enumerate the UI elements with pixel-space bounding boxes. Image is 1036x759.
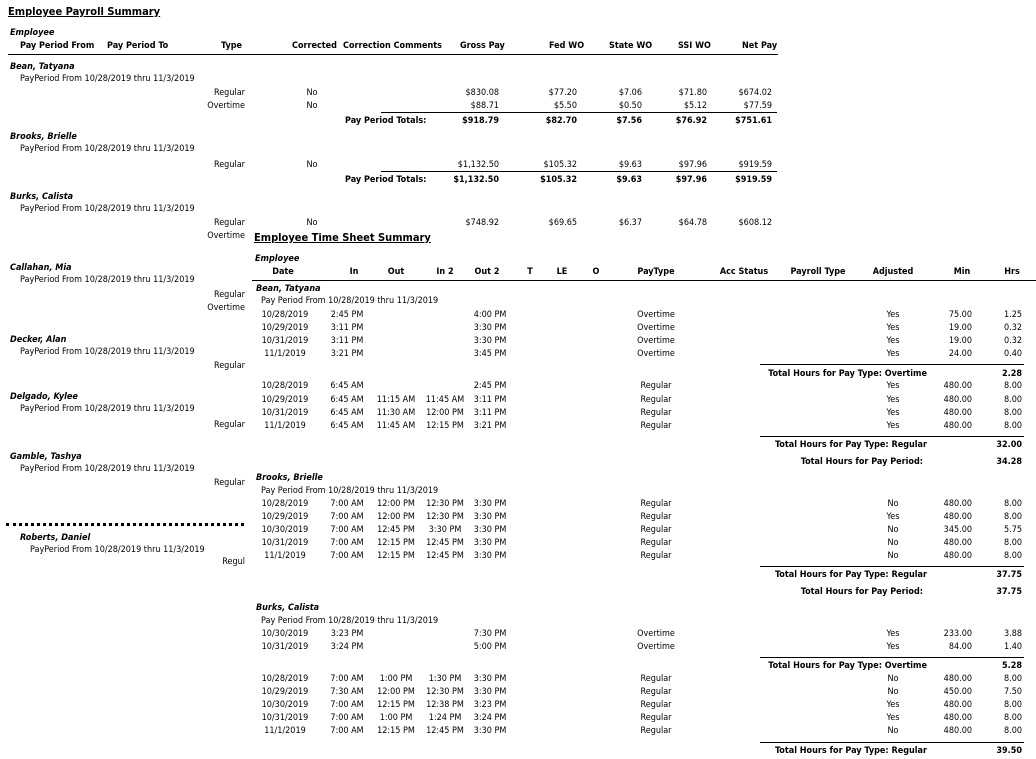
timesheet-header-adjusted: Adjusted [872,267,914,277]
timesheet-cell-out2: 3:30 PM [473,687,507,697]
timesheet-cell-out: 1:00 PM [379,713,413,723]
timesheet-cell-out: 11:30 AM [376,408,416,418]
timesheet-subtotal-rule [760,566,1024,567]
payroll-total-gross: $918.79 [462,116,499,126]
payroll-totals-label: Pay Period Totals: [345,116,427,126]
timesheet-cell-paytype: Regular [640,512,672,522]
timesheet-cell-in2: 12:45 PM [426,551,464,561]
timesheet-cell-min: 233.00 [943,629,972,639]
timesheet-cell-date: 10/31/2019 [261,408,309,418]
payroll-row-type: Regular [213,160,245,170]
timesheet-subtotal-value: 39.50 [996,746,1022,756]
timesheet-cell-in: 7:00 AM [330,726,364,736]
payroll-row-state: $9.63 [618,160,642,170]
timesheet-header-o: O [592,267,600,277]
payroll-total-gross: $1,132.50 [453,175,499,185]
payroll-row-net: $919.59 [738,160,772,170]
payroll-header-gross-pay: Gross Pay [460,41,505,51]
timesheet-cell-min: 480.00 [943,421,972,431]
timesheet-cell-adjusted: No [887,538,899,548]
timesheet-cell-adjusted: No [887,525,899,535]
timesheet-header-in: In [349,267,359,277]
timesheet-cell-in: 6:45 AM [330,421,364,431]
timesheet-cell-out: 11:15 AM [376,395,416,405]
payroll-row-net: $674.02 [738,88,772,98]
timesheet-cell-adjusted: No [887,674,899,684]
timesheet-cell-hrs: 8.00 [1003,551,1022,561]
timesheet-cell-date: 10/28/2019 [261,310,309,320]
payroll-row-type: Overtime [207,231,245,241]
timesheet-cell-in: 3:11 PM [330,336,364,346]
payroll-header-corrected: Corrected [292,41,337,51]
timesheet-cell-min: 19.00 [948,336,972,346]
timesheet-cell-adjusted: Yes [886,336,900,346]
payroll-row-ssi: $71.80 [678,88,707,98]
timesheet-cell-in2: 12:45 PM [426,538,464,548]
timesheet-cell-date: 11/1/2019 [264,551,306,561]
payroll-employee-name: Callahan, Mia [10,263,72,273]
timesheet-period-total-label: Total Hours for Pay Period: [800,587,923,597]
timesheet-header-t: T [527,267,533,277]
timesheet-header-date: Date [272,267,294,277]
timesheet-cell-hrs: 8.00 [1003,713,1022,723]
timesheet-cell-min: 480.00 [943,674,972,684]
payroll-header-ssi-wo: SSI WO [678,41,711,51]
payroll-employee-name: Roberts, Daniel [20,533,91,543]
timesheet-cell-date: 10/29/2019 [261,687,309,697]
payroll-row-state: $7.06 [618,88,642,98]
timesheet-cell-adjusted: Yes [886,700,900,710]
timesheet-cell-paytype: Regular [640,713,672,723]
timesheet-cell-in: 3:11 PM [330,323,364,333]
timesheet-cell-in2: 1:24 PM [428,713,462,723]
payroll-header-pay-period-from: Pay Period From [20,41,95,51]
payroll-row-state: $6.37 [618,218,642,228]
timesheet-header-out2: Out 2 [474,267,500,277]
timesheet-header-payroll-type: Payroll Type [790,267,846,277]
timesheet-cell-min: 24.00 [948,349,972,359]
timesheet-cell-date: 10/30/2019 [261,525,309,535]
timesheet-cell-hrs: 1.25 [1003,310,1022,320]
payroll-totals-label: Pay Period Totals: [345,175,427,185]
timesheet-subtotal-rule [760,436,1024,437]
payroll-row-ssi: $5.12 [683,101,707,111]
timesheet-header-acc-status: Acc Status [719,267,769,277]
payroll-total-ssi: $97.96 [675,175,707,185]
timesheet-cell-in: 6:45 AM [330,395,364,405]
timesheet-cell-paytype: Regular [640,674,672,684]
timesheet-cell-adjusted: No [887,499,899,509]
timesheet-cell-out2: 7:30 PM [473,629,507,639]
timesheet-cell-paytype: Overtime [637,310,675,320]
payroll-employee-name: Gamble, Tashya [10,452,82,462]
timesheet-cell-in: 7:00 AM [330,538,364,548]
timesheet-subtotal-value: 37.75 [996,570,1022,580]
timesheet-cell-hrs: 7.50 [1003,687,1022,697]
payroll-row-fed: $69.65 [548,218,577,228]
timesheet-cell-paytype: Overtime [637,629,675,639]
timesheet-cell-hrs: 8.00 [1003,674,1022,684]
timesheet-cell-date: 10/30/2019 [261,629,309,639]
timesheet-cell-adjusted: No [887,687,899,697]
timesheet-subtotal-label: Total Hours for Pay Type: Overtime [768,661,927,671]
timesheet-cell-date: 10/29/2019 [261,323,309,333]
payroll-employee-name: Delgado, Kylee [10,392,78,402]
timesheet-cell-paytype: Regular [640,395,672,405]
timesheet-cell-date: 10/31/2019 [261,642,309,652]
timesheet-cell-adjusted: Yes [886,395,900,405]
timesheet-employee-name: Brooks, Brielle [256,473,323,483]
timesheet-cell-min: 345.00 [943,525,972,535]
timesheet-subtotal-value: 2.28 [1002,369,1022,379]
payroll-employee-name: Bean, Tatyana [10,62,75,72]
timesheet-cell-out: 12:15 PM [377,726,415,736]
timesheet-subtotal-label: Total Hours for Pay Type: Regular [774,746,927,756]
timesheet-subtotal-rule [760,742,1024,743]
timesheet-cell-out: 12:45 PM [377,525,415,535]
timesheet-cell-hrs: 8.00 [1003,395,1022,405]
payroll-totals-rule [381,171,777,172]
payroll-total-net: $751.61 [735,116,772,126]
payroll-period-label: PayPeriod From 10/28/2019 thru 11/3/2019 [20,404,195,414]
timesheet-cell-min: 480.00 [943,408,972,418]
timesheet-cell-adjusted: Yes [886,408,900,418]
timesheet-cell-out: 12:15 PM [377,538,415,548]
timesheet-employee-name: Bean, Tatyana [256,284,321,294]
payroll-row-gross: $1,132.50 [457,160,499,170]
timesheet-cell-paytype: Overtime [637,336,675,346]
timesheet-cell-out: 1:00 PM [379,674,413,684]
timesheet-cell-out2: 2:45 PM [473,381,507,391]
payroll-employee-name: Decker, Alan [10,335,67,345]
timesheet-cell-date: 10/31/2019 [261,336,309,346]
timesheet-period-label: Pay Period From 10/28/2019 thru 11/3/2019 [261,616,439,626]
payroll-header-rule [8,54,778,55]
timesheet-cell-out2: 3:11 PM [473,395,507,405]
timesheet-cell-paytype: Regular [640,421,672,431]
timesheet-cell-out2: 3:11 PM [473,408,507,418]
payroll-period-label: PayPeriod From 10/28/2019 thru 11/3/2019 [20,347,195,357]
payroll-employee-name: Brooks, Brielle [10,132,77,142]
timesheet-cell-hrs: 1.40 [1003,642,1022,652]
timesheet-cell-hrs: 8.00 [1003,421,1022,431]
timesheet-cell-min: 84.00 [948,642,972,652]
timesheet-cell-out2: 5:00 PM [473,642,507,652]
timesheet-cell-out2: 3:30 PM [473,551,507,561]
payroll-header-pay-period-to: Pay Period To [107,41,169,51]
timesheet-cell-in: 3:21 PM [330,349,364,359]
timesheet-cell-out2: 3:30 PM [473,499,507,509]
payroll-period-label: PayPeriod From 10/28/2019 thru 11/3/2019 [20,204,195,214]
timesheet-cell-adjusted: Yes [886,629,900,639]
payroll-row-type: Regular [213,218,245,228]
payroll-row-type: Regular [213,88,245,98]
timesheet-cell-adjusted: Yes [886,421,900,431]
timesheet-cell-adjusted: Yes [886,349,900,359]
timesheet-cell-adjusted: No [887,551,899,561]
payroll-row-net: $608.12 [738,218,772,228]
payroll-title: Employee Payroll Summary [8,5,161,18]
timesheet-cell-in: 7:00 AM [330,525,364,535]
payroll-total-fed: $82.70 [545,116,577,126]
timesheet-cell-date: 10/28/2019 [261,381,309,391]
timesheet-cell-min: 480.00 [943,538,972,548]
timesheet-cell-date: 11/1/2019 [264,421,306,431]
timesheet-subtotal-label: Total Hours for Pay Type: Regular [774,440,927,450]
payroll-row-corrected: No [306,101,318,111]
timesheet-subtotal-value: 5.28 [1002,661,1022,671]
timesheet-cell-out2: 4:00 PM [473,310,507,320]
timesheet-cell-adjusted: Yes [886,713,900,723]
timesheet-cell-date: 11/1/2019 [264,726,306,736]
payroll-row-ssi: $97.96 [678,160,707,170]
timesheet-cell-out: 12:15 PM [377,551,415,561]
timesheet-subtotal-rule [760,364,1024,365]
timesheet-cell-adjusted: No [887,726,899,736]
timesheet-cell-out2: 3:24 PM [473,713,507,723]
timesheet-cell-min: 480.00 [943,726,972,736]
timesheet-cell-paytype: Regular [640,381,672,391]
timesheet-cell-in: 7:00 AM [330,512,364,522]
payroll-row-fed: $77.20 [548,88,577,98]
timesheet-cell-min: 480.00 [943,713,972,723]
timesheet-cell-adjusted: Yes [886,323,900,333]
timesheet-cell-paytype: Regular [640,499,672,509]
timesheet-cell-min: 480.00 [943,512,972,522]
timesheet-cell-date: 10/31/2019 [261,538,309,548]
timesheet-cell-in: 7:00 AM [330,674,364,684]
timesheet-cell-hrs: 8.00 [1003,700,1022,710]
timesheet-cell-paytype: Overtime [637,323,675,333]
timesheet-cell-out2: 3:30 PM [473,336,507,346]
timesheet-cell-date: 10/29/2019 [261,395,309,405]
timesheet-cell-paytype: Regular [640,687,672,697]
timesheet-header-out: Out [387,267,405,277]
timesheet-cell-hrs: 8.00 [1003,726,1022,736]
payroll-header-state-wo: State WO [609,41,653,51]
timesheet-cell-paytype: Regular [640,538,672,548]
timesheet-cell-in: 7:00 AM [330,499,364,509]
timesheet-cell-hrs: 8.00 [1003,538,1022,548]
timesheet-subtotal-value: 32.00 [996,440,1022,450]
timesheet-cell-date: 10/29/2019 [261,512,309,522]
payroll-header-employee: Employee [10,28,55,38]
timesheet-cell-out2: 3:30 PM [473,726,507,736]
payroll-period-label: PayPeriod From 10/28/2019 thru 11/3/2019 [20,464,195,474]
timesheet-cell-in2: 12:38 PM [426,700,464,710]
timesheet-cell-in: 6:45 AM [330,408,364,418]
timesheet-cell-in: 7:00 AM [330,713,364,723]
timesheet-cell-in2: 12:30 PM [426,687,464,697]
payroll-total-ssi: $76.92 [675,116,707,126]
timesheet-subtotal-label: Total Hours for Pay Type: Regular [774,570,927,580]
timesheet-cell-in2: 3:30 PM [428,525,462,535]
timesheet-cell-in: 7:30 AM [330,687,364,697]
payroll-row-gross: $830.08 [465,88,499,98]
timesheet-cell-hrs: 3.88 [1003,629,1022,639]
payroll-total-net: $919.59 [735,175,772,185]
timesheet-cell-in2: 11:45 AM [425,395,465,405]
payroll-row-fed: $5.50 [553,101,577,111]
timesheet-cell-min: 19.00 [948,323,972,333]
payroll-row-corrected: No [306,88,318,98]
timesheet-cell-out2: 3:30 PM [473,538,507,548]
timesheet-cell-out: 12:00 PM [377,499,415,509]
payroll-header-fed-wo: Fed WO [549,41,585,51]
timesheet-header-employee: Employee [255,254,300,264]
timesheet-cell-in: 3:23 PM [330,629,364,639]
payroll-row-type: Regular [213,478,245,488]
timesheet-header-hrs: Hrs [1004,267,1020,277]
timesheet-subtotal-rule [760,657,1024,658]
timesheet-cell-out2: 3:30 PM [473,674,507,684]
timesheet-cell-paytype: Overtime [637,642,675,652]
timesheet-cell-out2: 3:23 PM [473,700,507,710]
timesheet-cell-in2: 12:45 PM [426,726,464,736]
payroll-total-state: $9.63 [616,175,642,185]
timesheet-period-total-value: 37.75 [996,587,1022,597]
payroll-totals-rule [381,112,777,113]
payroll-period-label: PayPeriod From 10/28/2019 thru 11/3/2019 [30,545,205,555]
timesheet-period-label: Pay Period From 10/28/2019 thru 11/3/2019 [261,296,439,306]
timesheet-header-rule [252,280,1036,281]
timesheet-header-min: Min [953,267,971,277]
payroll-row-type: Regular [213,420,245,430]
timesheet-cell-paytype: Regular [640,726,672,736]
timesheet-cell-hrs: 0.32 [1003,336,1022,346]
timesheet-cell-out: 12:15 PM [377,700,415,710]
payroll-row-state: $0.50 [618,101,642,111]
timesheet-cell-paytype: Regular [640,700,672,710]
timesheet-subtotal-label: Total Hours for Pay Type: Overtime [768,369,927,379]
payroll-header-net-pay: Net Pay [742,41,778,51]
timesheet-period-total-value: 34.28 [996,457,1022,467]
payroll-employee-name: Burks, Calista [10,192,74,202]
payroll-header-type: Type [221,41,243,51]
timesheet-cell-hrs: 8.00 [1003,381,1022,391]
timesheet-cell-date: 10/28/2019 [261,499,309,509]
timesheet-header-le: LE [556,267,568,277]
timesheet-cell-min: 450.00 [943,687,972,697]
timesheet-cell-hrs: 0.32 [1003,323,1022,333]
timesheet-cell-min: 480.00 [943,395,972,405]
payroll-period-label: PayPeriod From 10/28/2019 thru 11/3/2019 [20,275,195,285]
payroll-row-gross: $88.71 [470,101,499,111]
payroll-row-gross: $748.92 [465,218,499,228]
timesheet-cell-out2: 3:30 PM [473,323,507,333]
payroll-row-corrected: No [306,160,318,170]
timesheet-cell-in: 6:45 AM [330,381,364,391]
timesheet-cell-paytype: Overtime [637,349,675,359]
timesheet-cell-min: 480.00 [943,381,972,391]
timesheet-cell-adjusted: Yes [886,310,900,320]
timesheet-cell-min: 480.00 [943,499,972,509]
timesheet-cell-hrs: 8.00 [1003,512,1022,522]
timesheet-period-label: Pay Period From 10/28/2019 thru 11/3/2019 [261,486,439,496]
timesheet-employee-name: Burks, Calista [256,603,320,613]
timesheet-title: Employee Time Sheet Summary [254,231,431,244]
timesheet-cell-in2: 12:30 PM [426,499,464,509]
timesheet-cell-adjusted: Yes [886,381,900,391]
payroll-total-fed: $105.32 [540,175,577,185]
timesheet-cell-hrs: 0.40 [1003,349,1022,359]
timesheet-cell-min: 75.00 [948,310,972,320]
timesheet-cell-date: 10/28/2019 [261,674,309,684]
timesheet-cell-out: 11:45 AM [376,421,416,431]
timesheet-cell-date: 10/30/2019 [261,700,309,710]
payroll-header-correction-comments: Correction Comments [343,41,442,51]
payroll-row-type: Overtime [207,101,245,111]
payroll-row-type: Regular [213,361,245,371]
timesheet-cell-out2: 3:30 PM [473,512,507,522]
timesheet-period-total-label: Total Hours for Pay Period: [800,457,923,467]
timesheet-cell-adjusted: Yes [886,642,900,652]
payroll-row-net: $77.59 [743,101,772,111]
page-break-dotted-line [6,523,244,526]
timesheet-cell-in: 7:00 AM [330,551,364,561]
timesheet-cell-hrs: 8.00 [1003,408,1022,418]
timesheet-cell-date: 11/1/2019 [264,349,306,359]
timesheet-header-in2: In 2 [436,267,454,277]
timesheet-cell-in: 7:00 AM [330,700,364,710]
payroll-period-label: PayPeriod From 10/28/2019 thru 11/3/2019 [20,144,195,154]
timesheet-cell-out2: 3:21 PM [473,421,507,431]
timesheet-cell-in2: 12:00 PM [426,408,464,418]
payroll-row-type: Overtime [207,303,245,313]
payroll-period-label: PayPeriod From 10/28/2019 thru 11/3/2019 [20,74,195,84]
timesheet-cell-in: 3:24 PM [330,642,364,652]
timesheet-cell-paytype: Regular [640,551,672,561]
timesheet-cell-paytype: Regular [640,408,672,418]
timesheet-cell-min: 480.00 [943,700,972,710]
timesheet-header-paytype: PayType [637,267,675,277]
timesheet-cell-out2: 3:45 PM [473,349,507,359]
payroll-row-type: Regular [213,290,245,300]
timesheet-cell-date: 10/31/2019 [261,713,309,723]
timesheet-cell-in2: 12:15 PM [426,421,464,431]
timesheet-cell-out: 12:00 PM [377,512,415,522]
timesheet-cell-in: 2:45 PM [330,310,364,320]
timesheet-cell-hrs: 5.75 [1003,525,1022,535]
payroll-row-fed: $105.32 [543,160,577,170]
timesheet-cell-adjusted: Yes [886,512,900,522]
payroll-row-ssi: $64.78 [678,218,707,228]
payroll-row-corrected: No [306,218,318,228]
timesheet-cell-in2: 1:30 PM [428,674,462,684]
timesheet-cell-hrs: 8.00 [1003,499,1022,509]
timesheet-cell-in2: 12:30 PM [426,512,464,522]
timesheet-cell-out: 12:00 PM [377,687,415,697]
timesheet-cell-out2: 3:30 PM [473,525,507,535]
payroll-total-state: $7.56 [616,116,642,126]
timesheet-cell-paytype: Regular [640,525,672,535]
payroll-row-type: Regul [222,557,245,567]
timesheet-cell-min: 480.00 [943,551,972,561]
